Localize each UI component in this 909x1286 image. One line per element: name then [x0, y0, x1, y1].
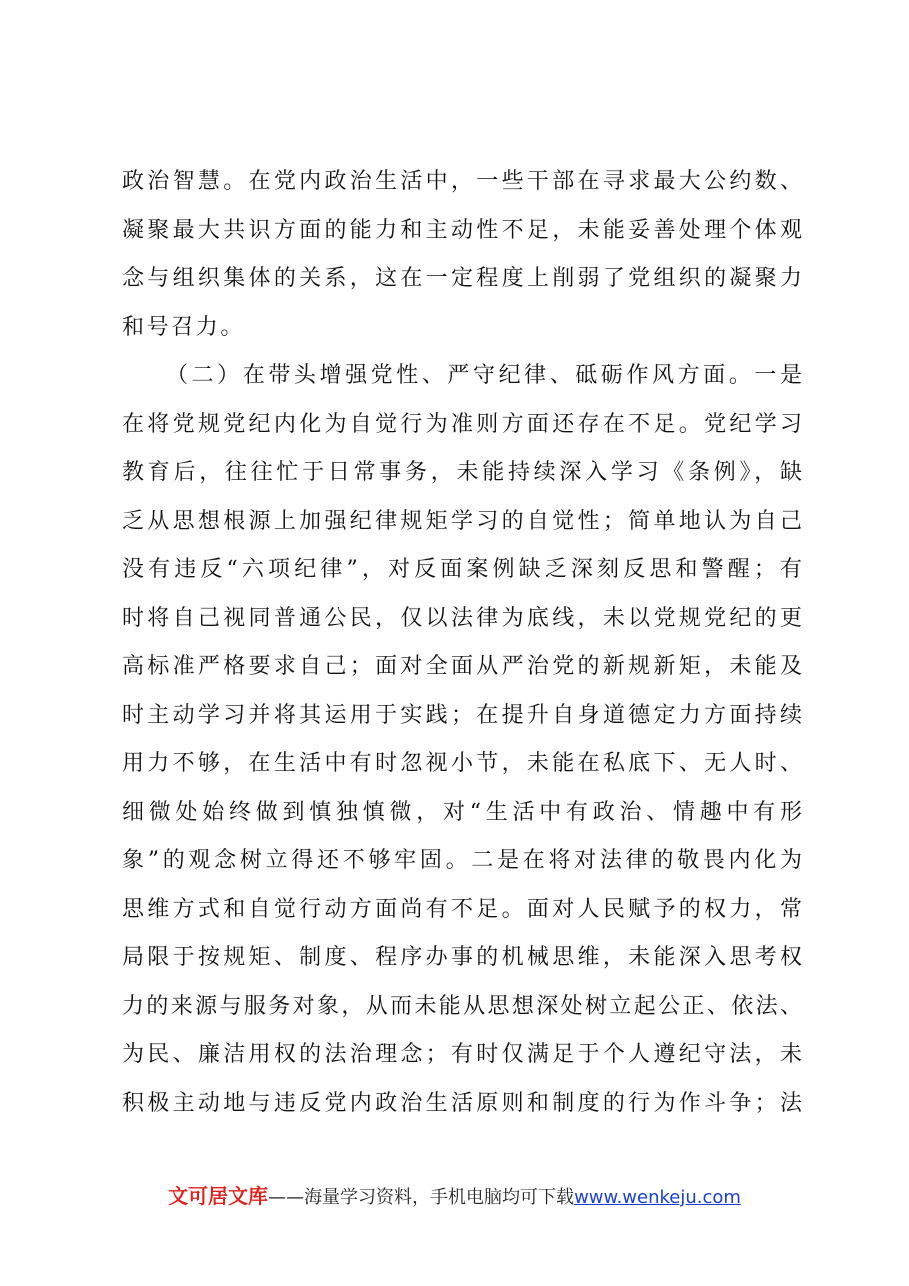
footer-site-link[interactable]: www.wenkeju.com [574, 1187, 741, 1208]
text-line: 时主动学习并将其运用于实践；在提升自身道德定力方面持续 [122, 702, 806, 728]
footer-brand: 文可居文库 [168, 1184, 269, 1208]
text-line: 政治智慧。在党内政治生活中，一些干部在寻求最大公约数、 [122, 169, 806, 194]
text-line: 凝聚最大共识方面的能力和主动性不足，未能妥善处理个体观 [122, 217, 806, 243]
text-line: 没有违反“六项纪律”，对反面案例缺乏深刻反思和警醒；有 [122, 557, 807, 582]
text-line: 时将自己视同普通公民，仅以法律为底线，未以党规党纪的更 [122, 605, 806, 631]
text-line: 乏从思想根源上加强纪律规矩学习的自觉性；简单地认为自己 [122, 508, 806, 534]
text-line: 思维方式和自觉行动方面尚有不足。面对人民赋予的权力，常 [122, 896, 806, 922]
text-line: 为民、廉洁用权的法治理念；有时仅满足于个人遵纪守法，未 [122, 1042, 806, 1067]
text-line: 和号召力。 [122, 314, 246, 340]
document-body [122, 158, 807, 1128]
text-line: 高标准严格要求自己；面对全面从严治党的新规新矩，未能及 [122, 654, 806, 679]
text-line: 用力不够，在生活中有时忽视小节，未能在私底下、无人时、 [122, 751, 806, 776]
text-line: 局限于按规矩、制度、程序办事的机械思维，未能深入思考权 [122, 945, 806, 970]
section-heading-line: （二）在带头增强党性、严守纪律、砥砺作风方面。一是 [166, 363, 806, 388]
page-footer [0, 1182, 909, 1212]
text-line: 在将党规党纪内化为自觉行为准则方面还存在不足。党纪学习 [122, 411, 806, 437]
text-line: 象”的观念树立得还不够牢固。二是在将对法律的敬畏内化为 [122, 848, 806, 873]
text-line: 积极主动地与违反党内政治生活原则和制度的行为作斗争；法 [122, 1090, 806, 1116]
text-line: 教育后，往往忙于日常事务，未能持续深入学习《条例》，缺 [122, 460, 806, 485]
footer-tagline: ——海量学习资料，手机电脑均可下载 [268, 1187, 575, 1208]
text-line: 细微处始终做到慎独慎微，对“生活中有政治、情趣中有形 [122, 799, 807, 825]
text-line: 力的来源与服务对象，从而未能从思想深处树立起公正、依法、 [122, 993, 805, 1019]
text-line: 念与组织集体的关系，这在一定程度上削弱了党组织的凝聚力 [122, 266, 806, 291]
